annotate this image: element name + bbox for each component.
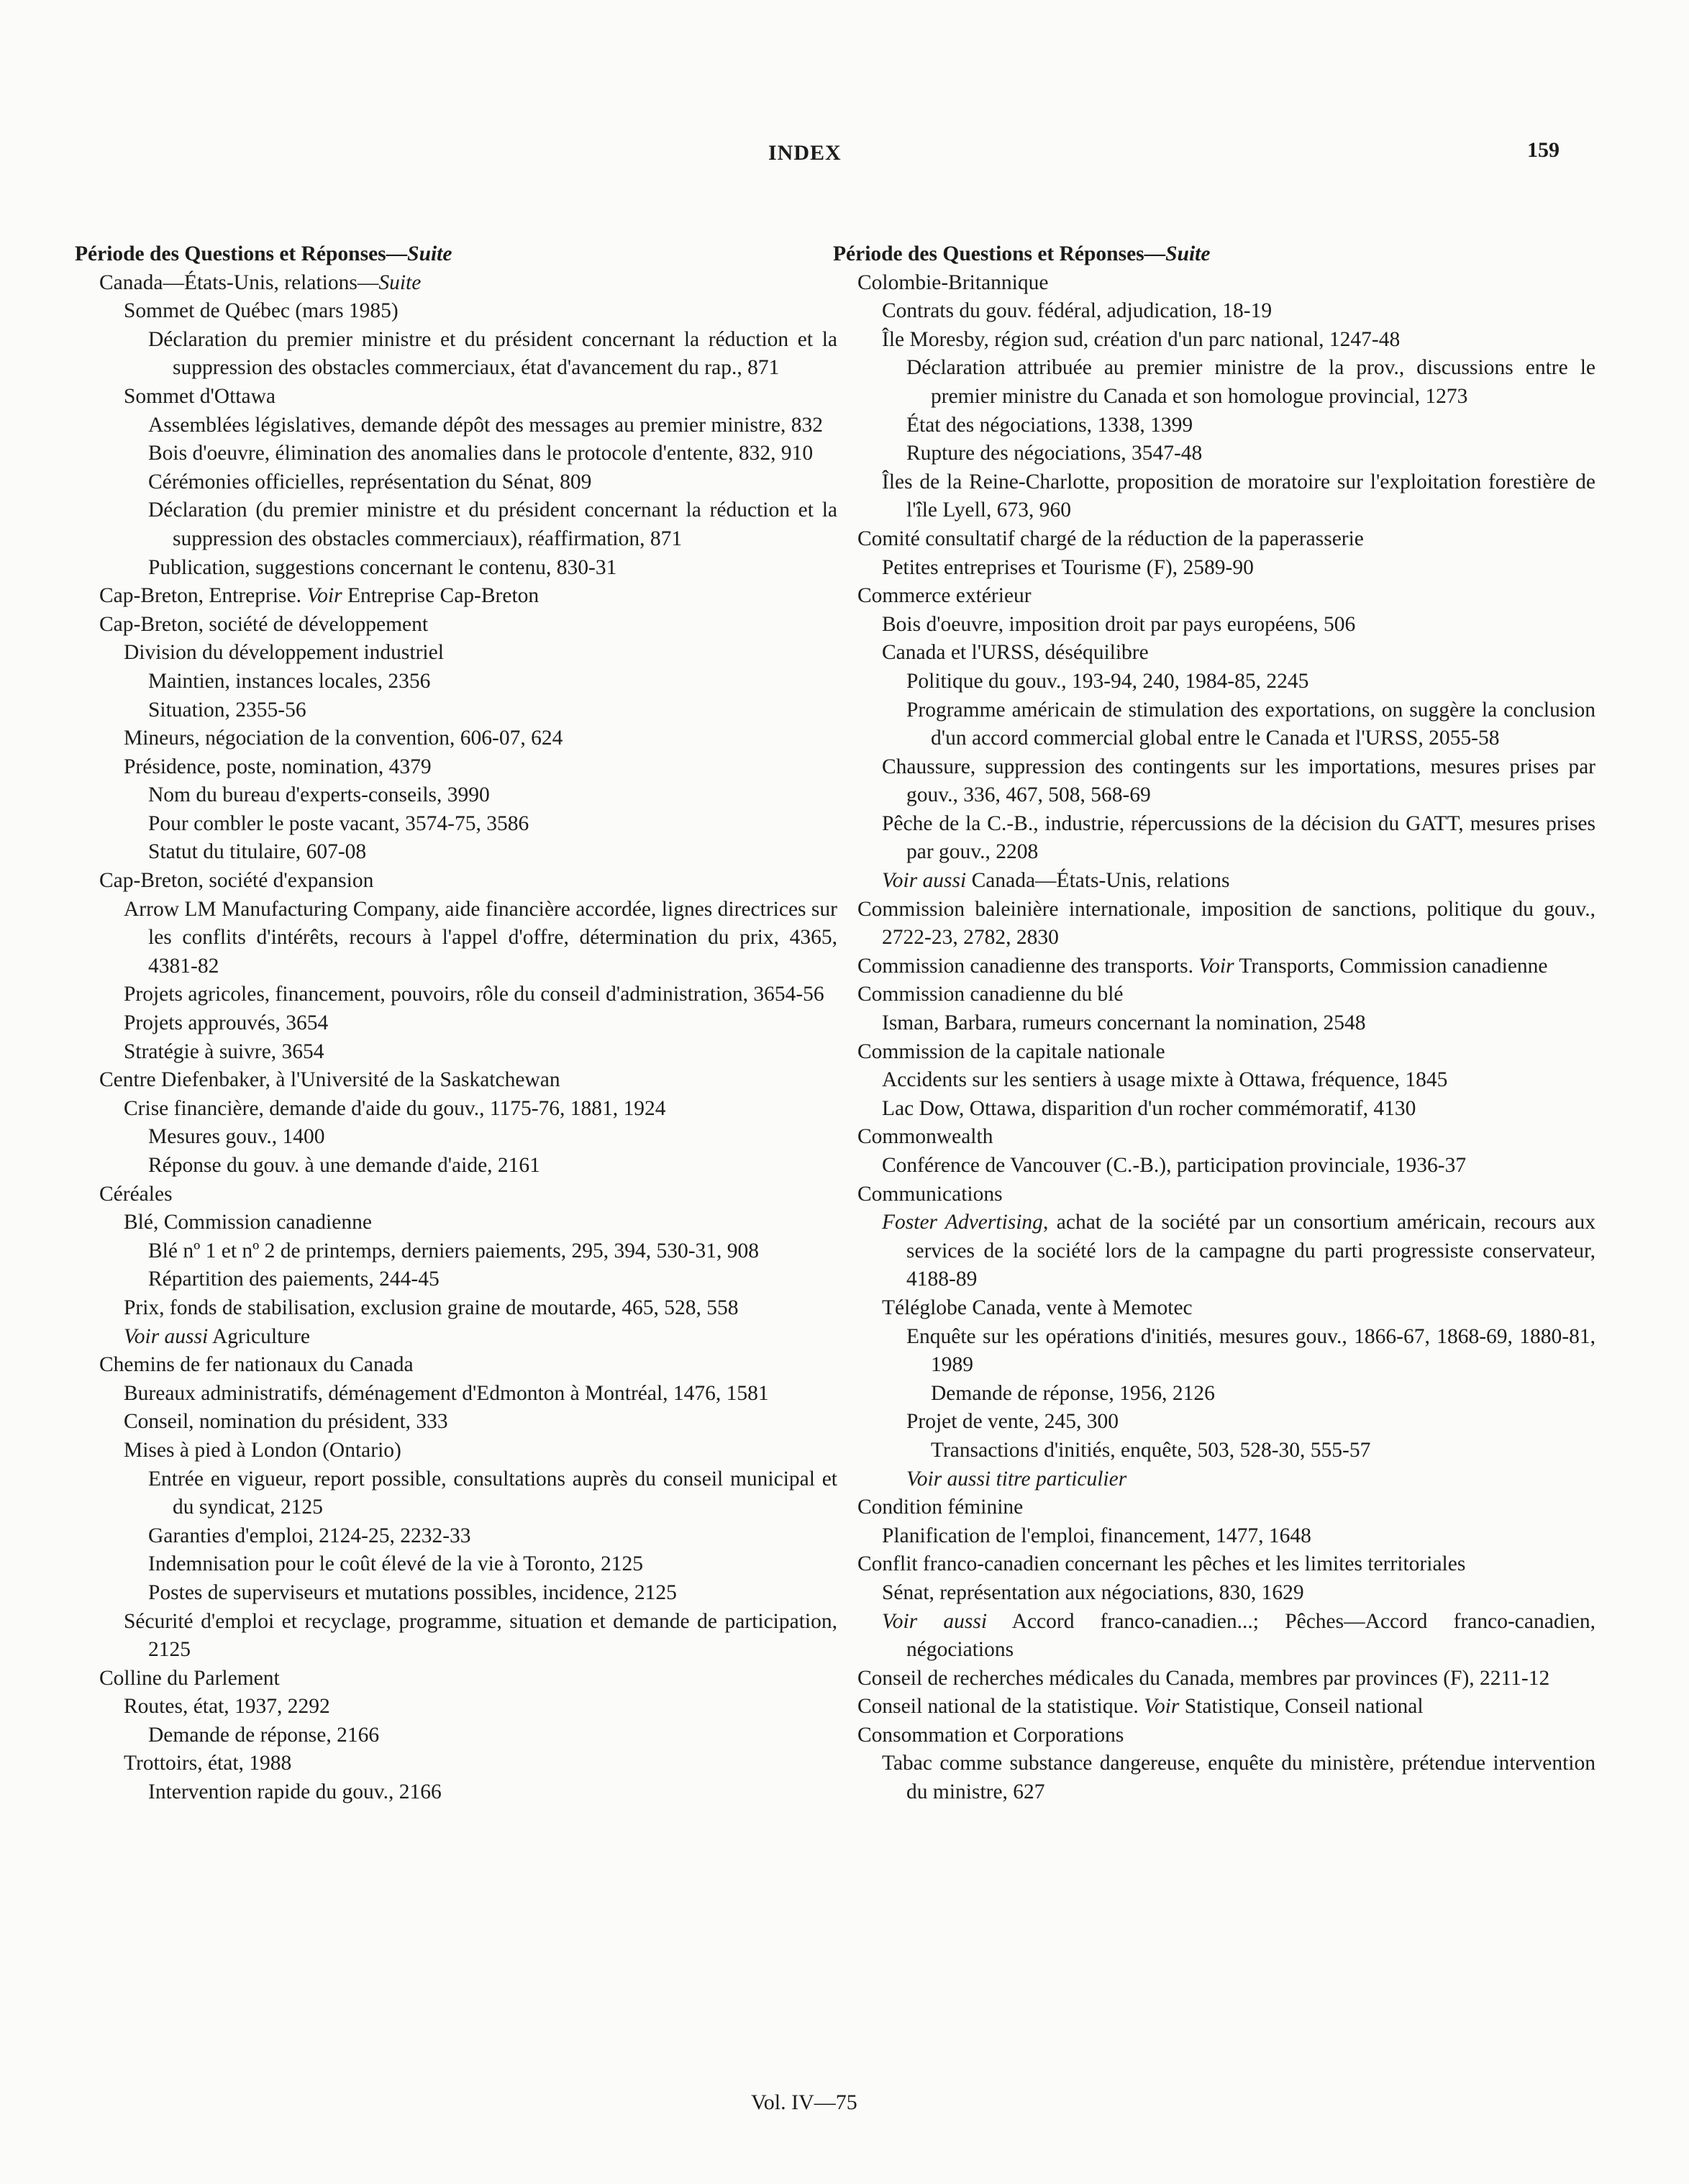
index-entry xyxy=(833,1721,1595,1750)
index-entry xyxy=(75,1180,837,1209)
entry-text: Entrée en vigueur, report possible, consultations auprès du conseil municipal et du syndicat, 2125 xyxy=(148,1467,837,1519)
index-entry xyxy=(75,838,837,867)
entry-text: Stratégie à suivre, 3654 xyxy=(124,1039,324,1063)
index-entry xyxy=(75,1265,837,1294)
entry-text: Isman, Barbara, rumeurs concernant la nomination, 2548 xyxy=(882,1011,1366,1035)
index-entry xyxy=(75,1380,837,1409)
entry-text: Chemins de fer nationaux du Canada xyxy=(99,1353,414,1377)
entry-text: Commission de la capitale nationale xyxy=(857,1039,1165,1063)
entry-text: Bois d'oeuvre, imposition droit par pays européens, 506 xyxy=(882,612,1356,636)
entry-text: Pêche de la C.-B., industrie, répercussions de la décision du GATT, mesures prises par gouv., 2208 xyxy=(882,811,1595,864)
entry-text: Céréales xyxy=(99,1182,173,1206)
entry-text: Lac Dow, Ottawa, disparition d'un rocher commémoratif, 4130 xyxy=(882,1096,1416,1120)
entry-text: Crise financière, demande d'aide du gouv., 1175-76, 1881, 1924 xyxy=(124,1096,666,1120)
entry-text: Postes de superviseurs et mutations possibles, incidence, 2125 xyxy=(148,1580,677,1604)
entry-text: Période des Questions et Réponses xyxy=(833,242,1144,265)
index-entry xyxy=(75,269,837,298)
entry-text: Canada—États-Unis, relations xyxy=(966,869,1230,893)
entry-text: Pour combler le poste vacant, 3574-75, 3586 xyxy=(148,811,529,835)
index-entry xyxy=(833,1180,1595,1209)
entry-text: Enquête sur les opérations d'initiés, mesures gouv., 1866-67, 1868-69, 1880-81, 1989 xyxy=(906,1324,1595,1377)
index-entry xyxy=(833,1408,1595,1437)
entry-text: Présidence, poste, nomination, 4379 xyxy=(124,755,432,778)
index-entry xyxy=(833,297,1595,326)
index-entry xyxy=(833,668,1595,696)
index-entry xyxy=(75,724,837,753)
index-entry xyxy=(75,383,837,411)
entry-text: Déclaration du premier ministre et du président concernant la réduction et la suppression des obstacles commerciaux, état d'avancement du rap., 871 xyxy=(148,327,837,380)
index-entry xyxy=(833,582,1595,611)
index-entry xyxy=(75,1323,837,1352)
index-entry xyxy=(75,1778,837,1807)
index-entry xyxy=(75,896,837,981)
index-entry xyxy=(833,1608,1595,1665)
entry-text: Politique du gouv., 193-94, 240, 1984-85, 2245 xyxy=(906,669,1309,693)
index-entry xyxy=(833,1750,1595,1806)
entry-text: Téléglobe Canada, vente à Memotec xyxy=(882,1296,1193,1319)
entry-text: Maintien, instances locales, 2356 xyxy=(148,669,431,693)
entry-text: Îles de la Reine-Charlotte, proposition de moratoire sur l'exploitation forestière de l'île Lyell, 673, 960 xyxy=(882,470,1595,522)
entry-text: Déclaration attribuée au premier ministre de la prov., discussions entre le premier ministre du Canada et son homologue provincial, 1273 xyxy=(906,356,1595,408)
index-entry xyxy=(833,1009,1595,1038)
entry-text: Communications xyxy=(857,1182,1003,1206)
entry-text: Demande de réponse, 2166 xyxy=(148,1723,380,1747)
index-entry xyxy=(833,1209,1595,1294)
entry-text: Division du développement industriel xyxy=(124,641,444,665)
index-entry xyxy=(75,696,837,725)
index-entry xyxy=(833,554,1595,583)
entry-text: Prix, fonds de stabilisation, exclusion graine de moutarde, 465, 528, 558 xyxy=(124,1296,739,1319)
entry-text: Statistique, Conseil national xyxy=(1179,1695,1424,1719)
entry-text: Comité consultatif chargé de la réduction de la paperasserie xyxy=(857,527,1364,550)
index-entry xyxy=(75,411,837,440)
index-entry xyxy=(833,269,1595,298)
entry-text: Blé, Commission canadienne xyxy=(124,1211,372,1234)
index-entry xyxy=(75,1465,837,1522)
entry-text: Transports, Commission canadienne xyxy=(1234,954,1548,978)
index-entry xyxy=(75,980,837,1009)
entry-text: Conférence de Vancouver (C.-B.), participation provinciale, 1936-37 xyxy=(882,1154,1467,1177)
index-entry xyxy=(75,1721,837,1750)
index-entry xyxy=(75,496,837,553)
entry-text: Commission baleinière internationale, imposition de sanctions, politique du gouv., 2722-23, 2782, 2830 xyxy=(857,897,1595,950)
index-entry xyxy=(833,411,1595,440)
index-entry xyxy=(75,1009,837,1038)
index-entry xyxy=(833,1066,1595,1095)
index-entry xyxy=(833,1152,1595,1180)
index-entry xyxy=(833,1693,1595,1721)
index-entry xyxy=(833,326,1595,355)
entry-text: Sécurité d'emploi et recyclage, programme, situation et demande de participation, 2125 xyxy=(124,1609,837,1662)
index-entry xyxy=(833,696,1595,753)
italic-text: Voir aussi xyxy=(882,1609,988,1633)
entry-text: Conseil de recherches médicales du Canada, membres par provinces (F), 2211-12 xyxy=(857,1666,1550,1690)
index-entry xyxy=(75,1123,837,1152)
index-entry xyxy=(833,810,1595,867)
index-entry xyxy=(75,582,837,611)
entry-text: Projet de vente, 245, 300 xyxy=(906,1410,1119,1434)
entry-text: Île Moresby, région sud, création d'un parc national, 1247-48 xyxy=(882,327,1401,351)
index-column-left xyxy=(75,240,837,1807)
index-entry xyxy=(833,896,1595,952)
entry-text: État des négociations, 1338, 1399 xyxy=(906,413,1193,437)
entry-text: Centre Diefenbaker, à l'Université de la Saskatchewan xyxy=(99,1068,560,1092)
page-number: 159 xyxy=(1527,138,1560,162)
index-entry xyxy=(833,980,1595,1009)
index-entry xyxy=(75,1066,837,1095)
index-entry xyxy=(75,1095,837,1124)
index-entry xyxy=(833,525,1595,554)
entry-text: Accord franco-canadien...; Pêches—Accord franco-canadien, négociations xyxy=(906,1609,1595,1662)
index-entry xyxy=(75,1693,837,1721)
index-entry xyxy=(833,1465,1595,1494)
entry-text: Chaussure, suppression des contingents sur les importations, mesures prises par gouv., 336, 467, 508, 568-69 xyxy=(882,755,1595,807)
entry-text: Tabac comme substance dangereuse, enquête du ministère, prétendue intervention du ministre, 627 xyxy=(882,1752,1595,1804)
index-column-right xyxy=(833,240,1595,1807)
index-entry xyxy=(833,1038,1595,1067)
index-entry xyxy=(833,440,1595,468)
entry-text: Répartition des paiements, 244-45 xyxy=(148,1268,440,1291)
entry-text: Mesures gouv., 1400 xyxy=(148,1125,325,1149)
entry-text: Sommet de Québec (mars 1985) xyxy=(124,299,399,323)
entry-text: Contrats du gouv. fédéral, adjudication, 18-19 xyxy=(882,299,1273,323)
index-entry xyxy=(75,1351,837,1380)
entry-text: Conseil, nomination du président, 333 xyxy=(124,1410,448,1434)
index-entry xyxy=(833,753,1595,810)
entry-text: Indemnisation pour le coût élevé de la vie à Toronto, 2125 xyxy=(148,1552,643,1576)
italic-text: Suite xyxy=(1165,242,1211,265)
index-entry xyxy=(75,1237,837,1266)
entry-text: Statut du titulaire, 607-08 xyxy=(148,840,367,864)
italic-text: Suite xyxy=(378,270,422,294)
index-entry xyxy=(75,867,837,896)
index-entry xyxy=(833,1095,1595,1124)
entry-text: Trottoirs, état, 1988 xyxy=(124,1752,292,1775)
entry-text: Projets approuvés, 3654 xyxy=(124,1011,329,1035)
index-entry xyxy=(75,1294,837,1323)
entry-text: Routes, état, 1937, 2292 xyxy=(124,1695,330,1719)
entry-text: Garanties d'emploi, 2124-25, 2232-33 xyxy=(148,1524,471,1547)
entry-text: Sommet d'Ottawa xyxy=(124,384,276,408)
entry-text: Accidents sur les sentiers à usage mixte à Ottawa, fréquence, 1845 xyxy=(882,1068,1448,1092)
italic-text: Voir aussi xyxy=(124,1324,209,1348)
entry-text: Réponse du gouv. à une demande d'aide, 2161 xyxy=(148,1154,540,1177)
index-entry xyxy=(833,1294,1595,1323)
entry-text: — xyxy=(1144,242,1166,265)
index-entry xyxy=(75,440,837,468)
index-entry xyxy=(833,1579,1595,1608)
entry-text: Condition féminine xyxy=(857,1496,1024,1519)
index-entry xyxy=(833,952,1595,981)
index-entry xyxy=(75,753,837,782)
index-entry xyxy=(75,1750,837,1778)
index-entry xyxy=(833,639,1595,668)
entry-text: Commonwealth xyxy=(857,1125,993,1149)
index-entry xyxy=(75,611,837,640)
index-entry xyxy=(75,554,837,583)
italic-text: Voir xyxy=(306,584,342,608)
index-entry xyxy=(833,1437,1595,1465)
page-header-title: INDEX xyxy=(768,141,842,165)
index-entry xyxy=(75,639,837,668)
entry-text: , achat de la société par un consortium américain, recours aux services de la société lors de la campagne du parti progressiste conservateur, 4188-89 xyxy=(906,1211,1595,1291)
index-entry xyxy=(833,611,1595,640)
entry-text: Entreprise Cap-Breton xyxy=(342,584,540,608)
index-entry xyxy=(75,1550,837,1579)
entry-text: — xyxy=(386,242,408,265)
entry-text: Intervention rapide du gouv., 2166 xyxy=(148,1780,442,1804)
italic-text: Voir aussi xyxy=(882,869,967,893)
entry-text: Conflit franco-canadien concernant les pêches et les limites territoriales xyxy=(857,1552,1466,1576)
section-heading xyxy=(833,240,1595,269)
entry-text: Petites entreprises et Tourisme (F), 2589-90 xyxy=(882,555,1254,579)
index-entry xyxy=(833,867,1595,896)
index-entry xyxy=(75,468,837,497)
entry-text: Mises à pied à London (Ontario) xyxy=(124,1438,401,1462)
entry-text: Cap-Breton, Entreprise. xyxy=(99,584,307,608)
index-entry xyxy=(75,1408,837,1437)
section-heading xyxy=(75,240,837,269)
entry-text: Demande de réponse, 1956, 2126 xyxy=(931,1381,1215,1405)
entry-text: Période des Questions et Réponses xyxy=(75,242,386,265)
entry-text: Canada et l'URSS, déséquilibre xyxy=(882,641,1149,665)
index-entry xyxy=(833,1380,1595,1409)
index-entry xyxy=(833,1323,1595,1380)
index-entry xyxy=(75,1437,837,1465)
italic-text: Suite xyxy=(407,242,452,265)
italic-text: Voir xyxy=(1198,954,1234,978)
entry-text: Rupture des négociations, 3547-48 xyxy=(906,442,1203,465)
index-entry xyxy=(75,781,837,810)
entry-text: Bois d'oeuvre, élimination des anomalies dans le protocole d'entente, 832, 910 xyxy=(148,442,814,465)
entry-text: Cérémonies officielles, représentation du Sénat, 809 xyxy=(148,470,592,493)
index-entry xyxy=(75,1038,837,1067)
index-entry xyxy=(75,1209,837,1237)
index-entry xyxy=(833,1123,1595,1152)
entry-text: Commerce extérieur xyxy=(857,584,1032,608)
entry-text: Conseil national de la statistique. xyxy=(857,1695,1144,1719)
entry-text: Cap-Breton, société d'expansion xyxy=(99,869,374,893)
entry-text: Colombie-Britannique xyxy=(857,270,1049,294)
index-entry xyxy=(75,1579,837,1608)
italic-text: Foster Advertising xyxy=(882,1211,1043,1234)
index-entry xyxy=(75,1522,837,1551)
index-entry xyxy=(833,354,1595,411)
entry-text: Publication, suggestions concernant le contenu, 830-31 xyxy=(148,555,617,579)
italic-text: Voir aussi titre particulier xyxy=(906,1467,1127,1491)
index-entry xyxy=(75,1665,837,1693)
index-entry xyxy=(833,1522,1595,1551)
entry-text: Canada—États-Unis, relations xyxy=(99,270,358,294)
entry-text: Mineurs, négociation de la convention, 606-07, 624 xyxy=(124,727,563,750)
entry-text: Sénat, représentation aux négociations, 830, 1629 xyxy=(882,1580,1304,1604)
entry-text: — xyxy=(357,270,379,294)
entry-text: Commission canadienne des transports. xyxy=(857,954,1199,978)
index-entry xyxy=(75,1608,837,1665)
italic-text: Voir xyxy=(1144,1695,1180,1719)
index-entry xyxy=(75,297,837,326)
entry-text: Nom du bureau d'experts-conseils, 3990 xyxy=(148,783,490,807)
index-entry xyxy=(75,668,837,696)
entry-text: Commission canadienne du blé xyxy=(857,983,1124,1006)
entry-text: Transactions d'initiés, enquête, 503, 528-30, 555-57 xyxy=(931,1438,1371,1462)
index-entry xyxy=(833,1665,1595,1693)
entry-text: Agriculture xyxy=(208,1324,310,1348)
entry-text: Projets agricoles, financement, pouvoirs, rôle du conseil d'administration, 3654-56 xyxy=(124,983,824,1006)
index-entry xyxy=(833,1493,1595,1522)
entry-text: Bureaux administratifs, déménagement d'Edmonton à Montréal, 1476, 1581 xyxy=(124,1381,769,1405)
entry-text: Arrow LM Manufacturing Company, aide financière accordée, lignes directrices sur les conflits d'intérêts, recours à l'appel d'offre, détermination du prix, 4365, 4381-82 xyxy=(124,897,837,978)
index-entry xyxy=(833,1550,1595,1579)
entry-text: Consommation et Corporations xyxy=(857,1723,1124,1747)
entry-text: Blé nº 1 et nº 2 de printemps, derniers paiements, 295, 394, 530-31, 908 xyxy=(148,1239,760,1262)
entry-text: Planification de l'emploi, financement, 1477, 1648 xyxy=(882,1524,1311,1547)
index-entry xyxy=(75,810,837,839)
entry-text: Cap-Breton, société de développement xyxy=(99,612,429,636)
entry-text: Colline du Parlement xyxy=(99,1666,280,1690)
entry-text: Programme américain de stimulation des exportations, on suggère la conclusion d'un accord commercial global entre le Canada et l'URSS, 2055-58 xyxy=(906,698,1595,750)
entry-text: Assemblées législatives, demande dépôt des messages au premier ministre, 832 xyxy=(148,413,824,437)
entry-text: Déclaration (du premier ministre et du président concernant la réduction et la suppression des obstacles commerciaux), réaffirmation, 871 xyxy=(148,499,837,550)
index-entry xyxy=(75,1152,837,1180)
index-entry xyxy=(75,326,837,383)
volume-footer: Vol. IV—75 xyxy=(751,2090,857,2114)
index-entry xyxy=(833,468,1595,525)
entry-text: Situation, 2355-56 xyxy=(148,698,306,722)
